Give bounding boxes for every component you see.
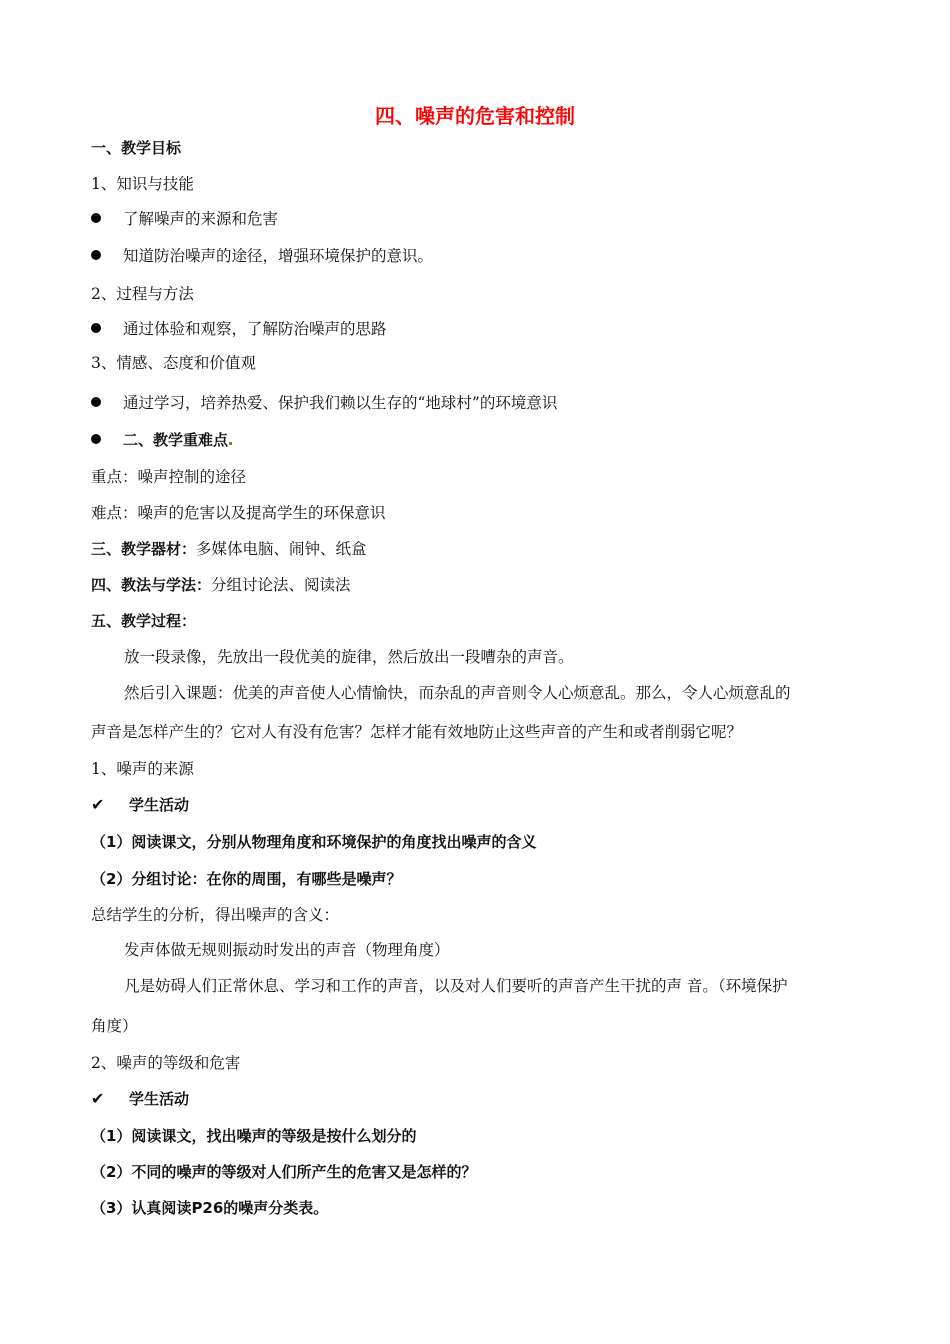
bullet-icon (91, 434, 101, 444)
paragraph: 声音是怎样产生的？它对人有没有危害？怎样才能有效地防止这些声音的产生和或者削弱它呢？ (91, 723, 743, 741)
bullet-icon (91, 323, 101, 333)
activity-heading: ✔ 学生活动 (91, 1089, 190, 1108)
definition: 发声体做无规则振动时发出的声音（物理角度） (124, 941, 450, 959)
subheading-process: 2、过程与方法 (91, 285, 194, 303)
bullet-icon (91, 213, 101, 223)
definition-continued: 角度） (91, 1017, 138, 1035)
list-item: 了解噪声的来源和危害 (91, 209, 278, 229)
bullet-icon (91, 250, 101, 260)
section-heading-process: 五、教学过程： (91, 612, 197, 630)
question: （2）分组讨论：在你的周围，有哪些是噪声？ (91, 870, 402, 888)
part-heading-levels: 2、噪声的等级和危害 (91, 1054, 241, 1072)
page-title: 四、噪声的危害和控制 (375, 104, 575, 128)
equipment-line: 三、教学器材：多媒体电脑、闹钟、纸盒 (91, 540, 367, 558)
question: （3）认真阅读P26的噪声分类表。 (91, 1199, 329, 1217)
checkmark-icon: ✔ (91, 1089, 105, 1108)
question: （2）不同的噪声的等级对人们所产生的危害又是怎样的？ (91, 1163, 477, 1181)
question: （1）阅读课文，分别从物理角度和环境保护的角度找出噪声的含义 (91, 833, 537, 851)
summary: 总结学生的分析，得出噪声的含义： (91, 906, 340, 924)
part-heading-source: 1、噪声的来源 (91, 760, 194, 778)
list-item: 知道防治噪声的途径，增强环境保护的意识。 (91, 246, 433, 266)
paragraph: 放一段录像，先放出一段优美的旋律，然后放出一段嘈杂的声音。 (124, 648, 574, 666)
question: （1）阅读课文，找出噪声的等级是按什么划分的 (91, 1127, 417, 1145)
paragraph: 然后引入课题：优美的声音使人心情愉快，而杂乱的声音则令人心烦意乱。那么，令人心烦意乱的 (124, 684, 791, 702)
definition: 凡是妨碍人们正常休息、学习和工作的声音，以及对人们要听的声音产生干扰的声 音。（环境保护 (124, 977, 788, 995)
bullet-icon (91, 397, 101, 407)
key-point: 重点：噪声控制的途径 (91, 468, 247, 486)
methods-line: 四、教法与学法：分组讨论法、阅读法 (91, 576, 351, 594)
difficult-point: 难点：噪声的危害以及提高学生的环保意识 (91, 504, 386, 522)
section-heading-key-points: 二、教学重难点 (91, 430, 232, 450)
section-heading-objectives: 一、教学目标 (91, 139, 182, 157)
checkmark-icon: ✔ (91, 795, 105, 814)
list-item: 通过体验和观察，了解防治噪声的思路 (91, 319, 387, 339)
list-item: 通过学习，培养热爱、保护我们赖以生存的“地球村”的环境意识 (91, 393, 557, 413)
subheading-attitude: 3、情感、态度和价值观 (91, 354, 256, 372)
subheading-knowledge: 1、知识与技能 (91, 175, 194, 193)
activity-heading: ✔ 学生活动 (91, 795, 190, 814)
